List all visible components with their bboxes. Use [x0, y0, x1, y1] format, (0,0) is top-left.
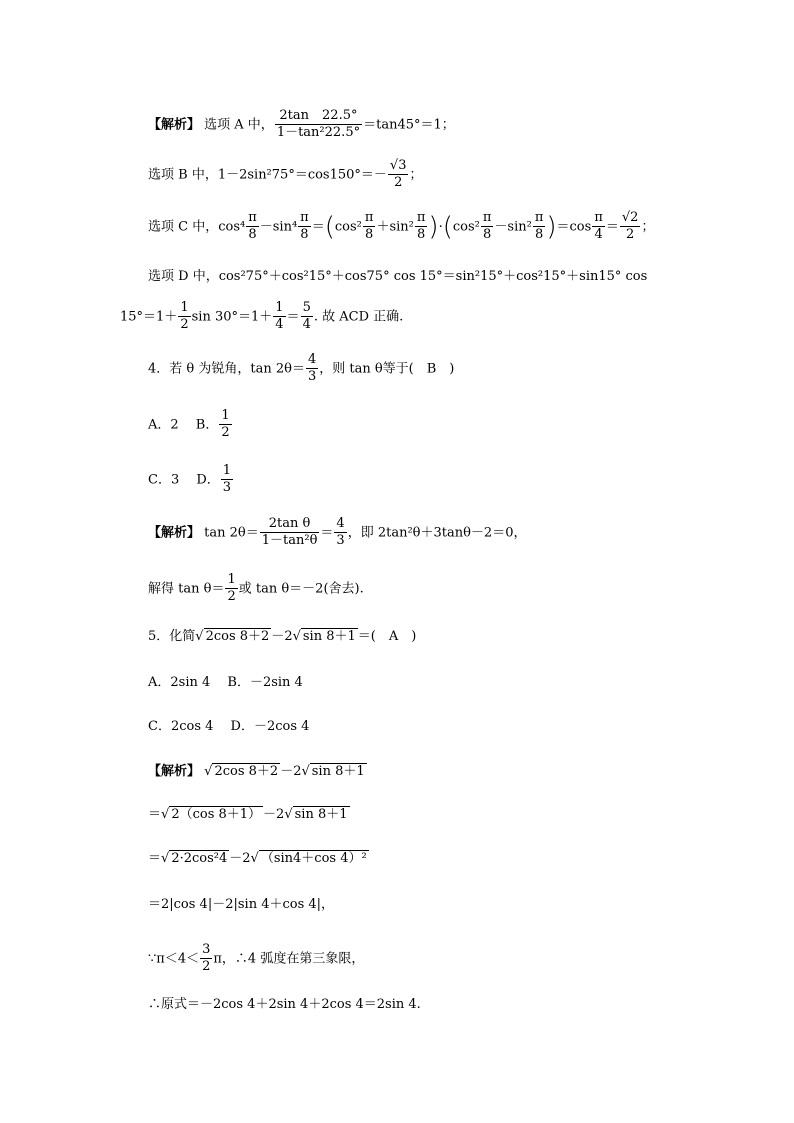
analysis-d-cont: 15°＝1＋ $\frac{1}{2}$ sin 30°＝1＋ $\frac{1}{4}$ ＝ $\frac{5}{4}$ . 故 ACD 正确.	[120, 300, 404, 333]
question-5-step-3: ＝2|cos 4|－2|sin 4＋cos 4|，	[148, 897, 335, 912]
analysis-c: 选项 C 中，cos⁴ $\frac{\pi}{8}$ －sin⁴ $\frac{\pi}{8}$ ＝(cos² $\frac{\pi}{8}$ ＋sin² $\frac{\pi}{8}$ )·(cos² $\frac{\pi}{8}$ －sin² $\frac{\pi}{8}$ )＝cos $\frac{\pi}{4}$ ＝ $\frac{√2}{2}$ ；	[148, 210, 655, 243]
fraction: $\frac{2\tan 22.5^\circ}{\text{1－tan²22.5°}}$	[276, 108, 361, 141]
analysis-a: 【解析】 选项 A 中， $\frac{2\tan 22.5^\circ}{\text{1－tan²22.5°}}$ ＝tan45°＝1；	[148, 108, 455, 141]
analysis-d: 选项 D 中，cos²75°＋cos²15°＋cos75° cos 15°＝sin²15°＋cos²15°＋sin15° cos	[148, 269, 648, 284]
question-5-conclusion: ∴原式＝－2cos 4＋2sin 4＋2cos 4＝2sin 4.	[148, 997, 421, 1012]
question-5-step-2: ＝√ 2·2cos²4 －2√ （sin4＋cos 4）²	[148, 851, 367, 866]
question-4-analysis: 【解析】 tan 2θ＝ $\frac{\text{2tan θ}}{\text{1－tan²θ}}$ ＝ $\frac{4}{3}$ ，即 2tan²θ＋3tanθ－2＝0，	[148, 516, 527, 549]
analysis-label: 【解析】	[148, 764, 201, 779]
question-5-options-ab: A．2sin 4 B．－2sin 4	[148, 675, 303, 690]
fraction: $\frac{√3}{2}$	[389, 158, 407, 191]
question-5-options-cd: C．2cos 4 D．－2cos 4	[148, 719, 310, 734]
question-4-options-cd: C．3 D． $\frac{1}{3}$	[148, 463, 232, 496]
question-4: 4．若 θ 为锐角，tan 2θ＝ $\frac{4}{3}$ ，则 tan θ等于( B )	[148, 352, 455, 385]
question-4-options-ab: A．2 B． $\frac{1}{2}$	[148, 408, 230, 441]
analysis-b: 选项 B 中，1－2sin²75°＝cos150°＝－ $\frac{√3}{2}$ ；	[148, 158, 423, 191]
question-5-analysis: 【解析】 √ 2cos 8＋2 －2√ sin 8＋1	[148, 764, 365, 779]
question-5-step-4: ∵π＜4＜ $\frac{3}{2}$ π，∴4 弧度在第三象限，	[148, 942, 365, 975]
question-5-step-1: ＝√ 2（cos 8＋1） －2√ sin 8＋1	[148, 807, 348, 822]
analysis-label: 【解析】	[148, 525, 201, 541]
question-4-solution: 解得 tan θ＝ $\frac{1}{2}$ 或 tan θ＝－2(舍去).	[148, 572, 364, 605]
analysis-label: 【解析】	[148, 117, 201, 133]
question-5: 5．化简√ 2cos 8＋2 －2√ sin 8＋1 ＝( A )	[148, 629, 417, 644]
